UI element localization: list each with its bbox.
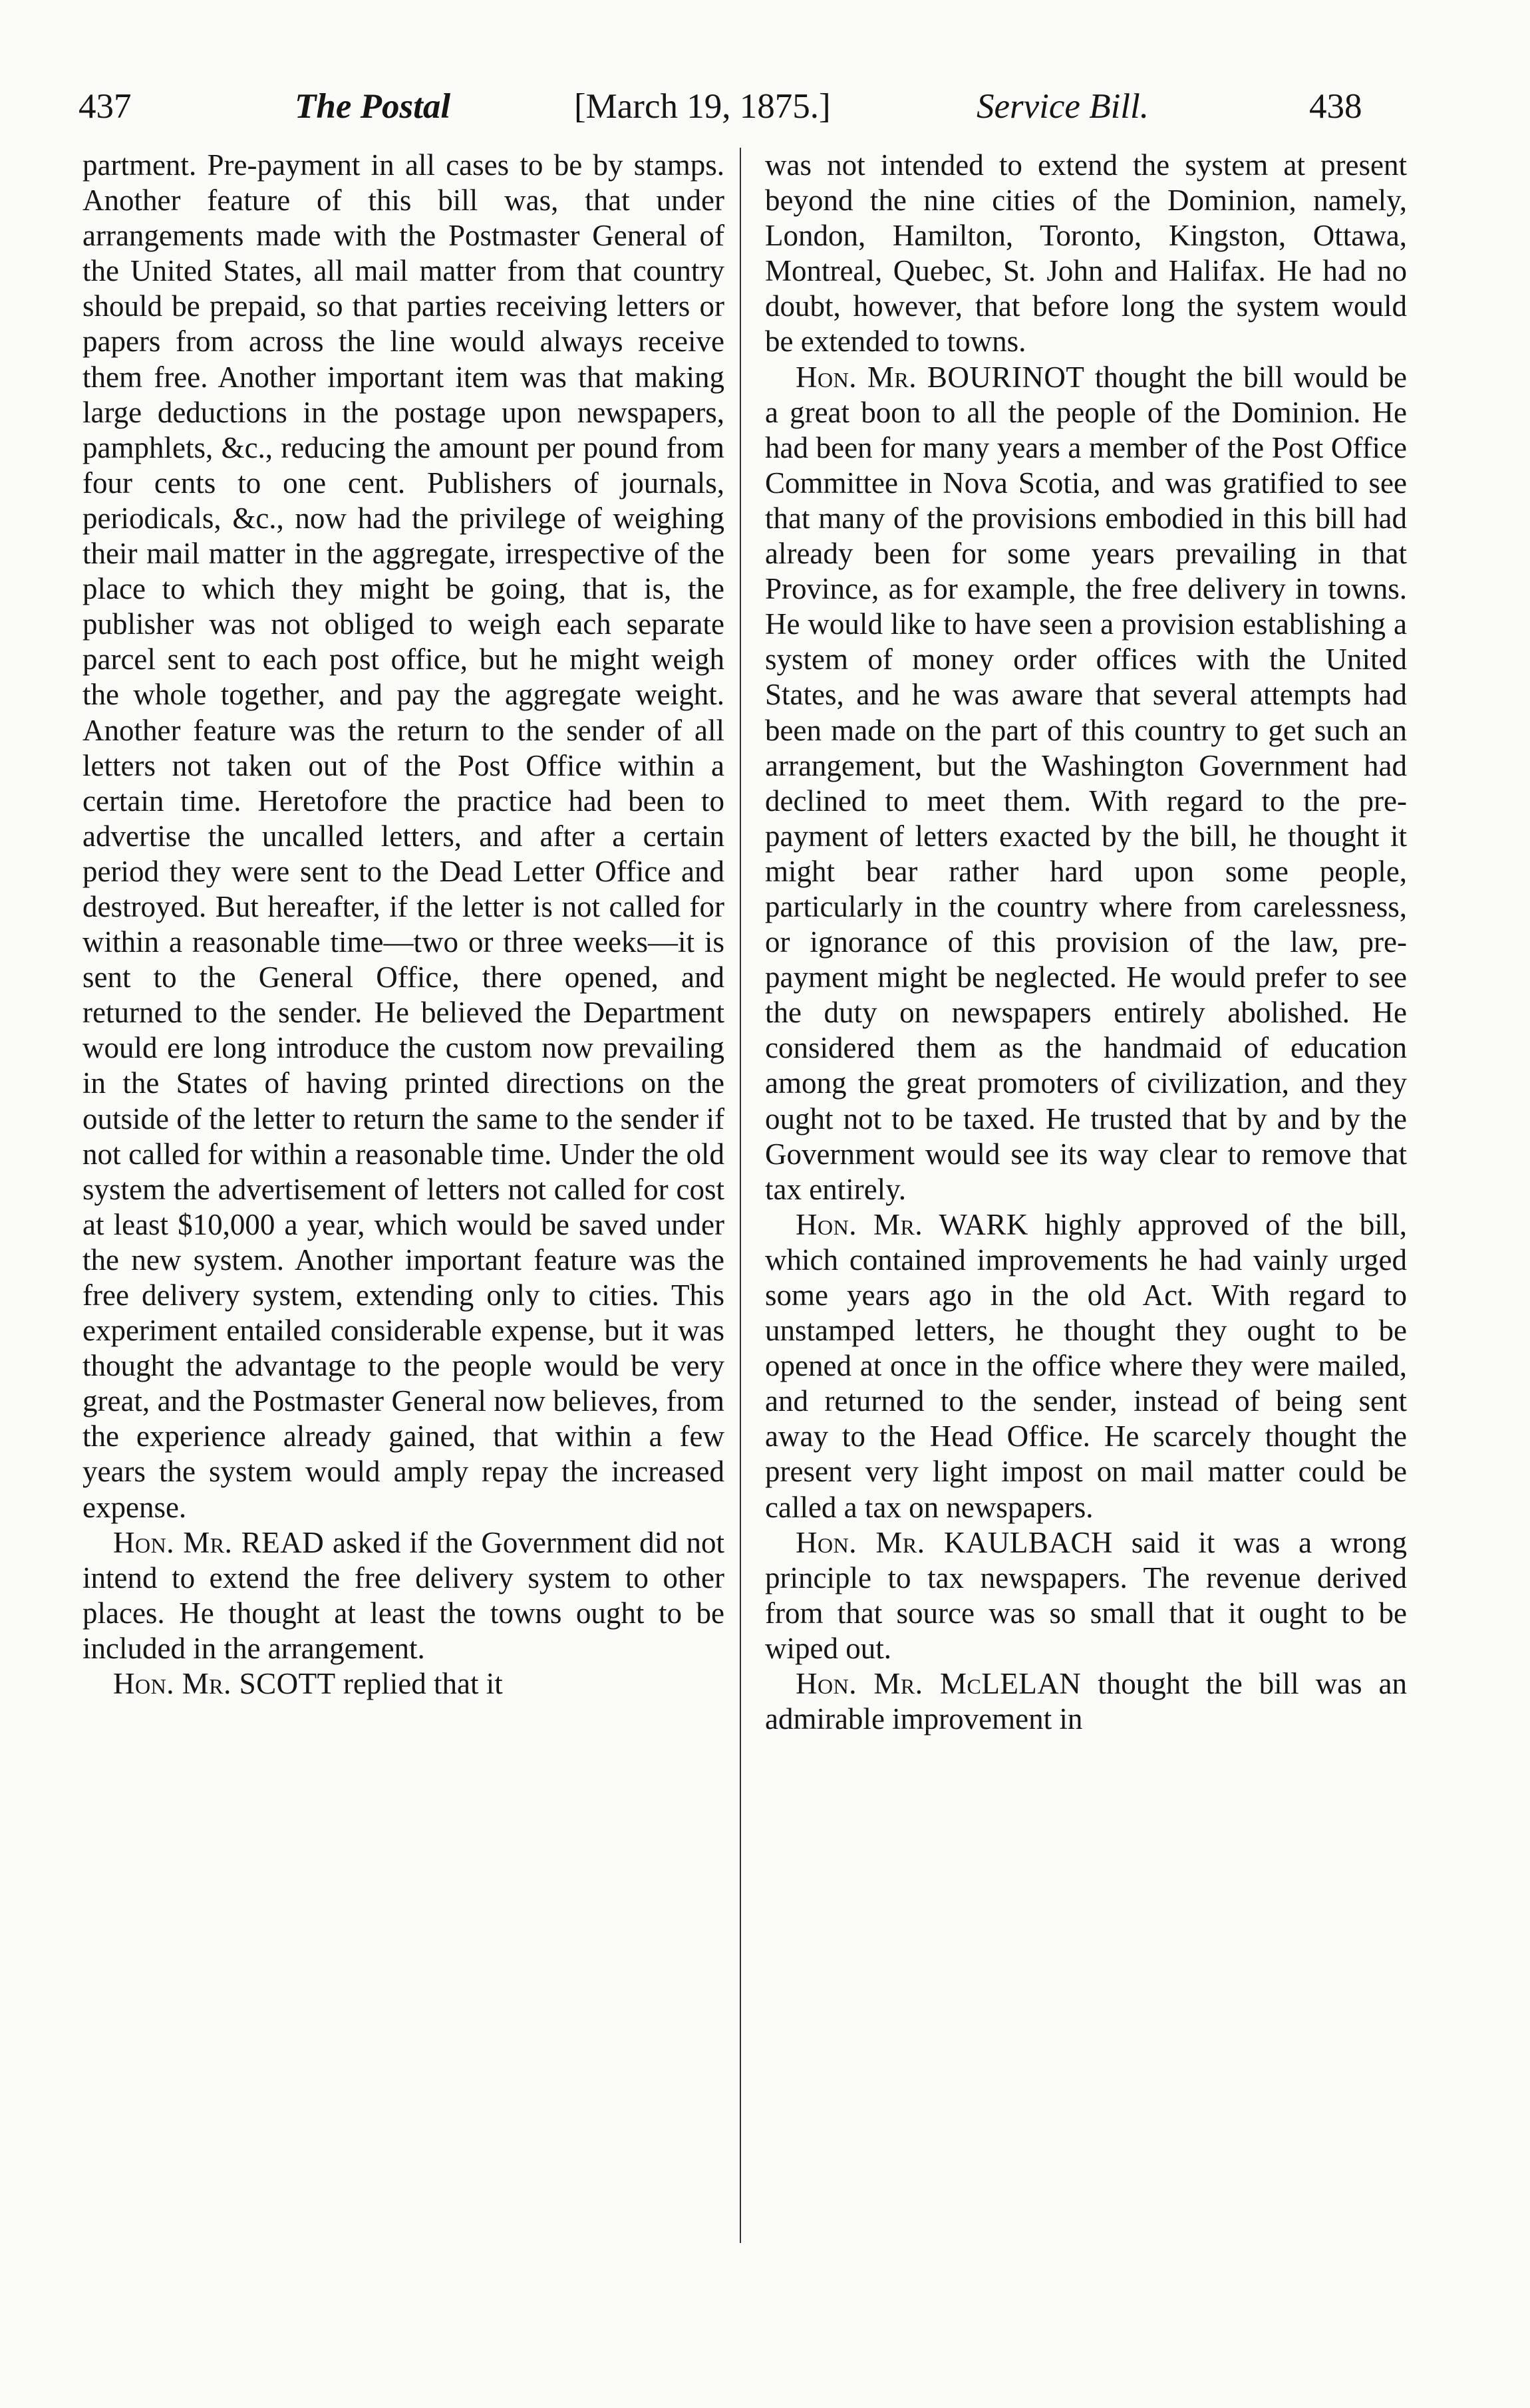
left-paragraph-1: partment. Pre-payment in all cases to be by stamps. Another feature of this bill was, that under arrangements made with the Postmaster General of the United States, all mail matter from that country should be prepaid, so that parties receiving letters or papers from across the line would always receive them free. Another important item was that making large deductions in the postage upon newspapers, pamphlets, &c., reducing the amount per pound from four cents to one cent. Publishers of journals, periodicals, &c., now had the privilege of weighing their mail matter in the aggregate, irrespective of the place to which they might be going, that is, the publisher was not obliged to weigh each separate parcel sent to each post office, but he might weigh the whole together, and pay the aggregate weight. Another feature was the return to the sender of all letters not taken out of the Post Office within a certain time. Heretofore the practice had been to advertise the uncalled letters, and after a certain period they were sent to the Dead Letter Office and destroyed. But hereafter, if the letter is not called for within a reasonable time—two or three weeks—it is sent to the General Office, there opened, and returned to the sender. He believed the Department would ere long introduce the custom now prevailing in the States of having printed directions on the outside of the letter to return the same to the sender if not called for within a reasonable time. Under the old system the advertisement of letters not called for cost at least $10,000 a year, which would be saved under the new system. Another important feature was the free delivery system, extending only to cities. This experiment entailed considerable expense, but it was thought the advantage to the people would be very great, and the Postmaster General now believes, from the experience already gained, that within a few years the system would amply repay the increased expense. [82,148,724,1524]
running-title-left: The Postal [295,87,451,126]
left-column [82,148,724,1702]
right-paragraph-5 [765,1666,1407,1737]
right-paragraph-1: was not intended to extend the system at present beyond the nine cities of the Dominion, namely, London, Hamilton, Toronto, Kingston, Ottawa, Montreal, Quebec, St. John and Halifax. He had no doubt, however, that before long the system would be extended to towns. [765,148,1407,359]
left-paragraph-2 [82,1525,724,1666]
page-number-left: 437 [78,87,132,126]
page-header [78,78,1369,134]
speaker-name: Hon. Mr. McLELAN [796,1667,1082,1701]
running-title-right: Service Bill. [977,87,1149,126]
right-column [765,148,1407,1737]
speech-text: said it was a wrong principle to tax newspapers. The revenue derived from that source was so small that it ought to be wiped out. [765,1525,1408,1665]
column-divider [740,148,741,2243]
speech-text: replied that it [335,1667,503,1701]
speaker-name: Hon. Mr. BOURINOT [796,360,1085,394]
page-number-right: 438 [1309,87,1362,126]
speech-text: highly approved of the bill, which contained improvements he had vainly urged some years ago in the old Act. With regard to unstamped letters, he thought they ought to be opened at once in the office where they were mailed, and returned to the sender, instead of being sent away to the Head Office. He scarcely thought the present very light impost on mail matter could be called a tax on newspapers. [765,1207,1407,1524]
header-date: [March 19, 1875.] [574,87,831,126]
speaker-name: Hon. Mr. WARK [796,1207,1028,1241]
speech-text: thought the bill was an admirable improvement in [765,1667,1407,1736]
right-paragraph-3 [765,1207,1407,1525]
right-paragraph-2 [765,360,1407,1207]
speaker-name: Hon. Mr. READ [113,1525,325,1559]
speaker-name: Hon. Mr. SCOTT [113,1667,336,1701]
left-paragraph-3 [82,1666,724,1702]
speech-text: asked if the Government did not intend to extend the free delivery system to other places. He thought at least the towns ought to be included in the arrangement. [82,1525,724,1665]
right-paragraph-4 [765,1525,1407,1666]
speech-text: thought the bill would be a great boon to all the people of the Dominion. He had been for many years a member of the Post Office Committee in Nova Scotia, and was gratified to see that many of the provisions embodied in this bill had already been for some years prevailing in that Province, as for example, the free delivery in towns. He would like to have seen a provision establishing a system of money order offices with the United States, and he was aware that several attempts had been made on the part of this country to get such an arrangement, but the Washington Government had declined to meet them. With regard to the pre-payment of letters exacted by the bill, he thought it might bear rather hard upon some people, particularly in the country where from carelessness, or ignorance of this provision of the law, pre-payment might be neglected. He would prefer to see the duty on newspapers entirely abolished. He considered them as the handmaid of education among the great promoters of civilization, and they ought not to be taxed. He trusted that by and by the Government would see its way clear to remove that tax entirely. [765,360,1407,1206]
speaker-name: Hon. Mr. KAULBACH [796,1525,1113,1559]
